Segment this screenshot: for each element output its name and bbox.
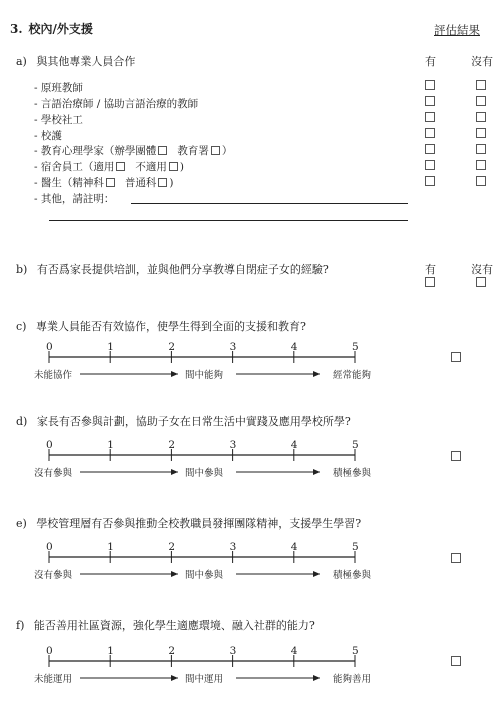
other-specify-line-2[interactable] [49, 220, 408, 221]
f-result-checkbox[interactable] [451, 656, 461, 666]
item-school-nurse: - 校護 [34, 130, 62, 142]
scale-line [0, 349, 500, 409]
item-class-teacher: - 原班教師 [34, 82, 83, 94]
scale-tick-label: 5 [352, 341, 359, 353]
question-a-label: a) [16, 55, 27, 68]
a-psychologist-yes[interactable] [425, 144, 435, 154]
item-speech-therapist: - 言語治療師 / 協助言語治療的教師 [34, 98, 199, 110]
scale-label-right: 積極參與 [333, 468, 372, 479]
a-hostel-no[interactable] [476, 160, 486, 170]
scale-arrow-right-head [313, 675, 320, 681]
question-f-text: 能否善用社區資源，強化學生適應環境、融入社群的能力? [33, 619, 315, 632]
scale-tick-label: 3 [229, 645, 237, 657]
item-educational-psychologist: - 教育心理學家（辦學團體 教育署 ） [34, 145, 233, 157]
question-c-label: c) [16, 320, 27, 333]
question-c [16, 318, 306, 334]
scale-tick-label: 0 [46, 341, 53, 353]
a-social-worker-no[interactable] [476, 112, 486, 122]
scale-tick-label: 5 [352, 645, 359, 657]
col-no-label-b: 沒有 [471, 263, 493, 276]
question-d-text: 家長有否參與計劃，協助子女在日常生活中實踐及應用學校所學? [36, 415, 351, 428]
scale-tick-label: 4 [290, 645, 298, 657]
scale-label-left: 沒有參與 [34, 570, 73, 581]
scale-label-mid: 間中參與 [185, 468, 224, 479]
a-class-teacher-no[interactable] [476, 80, 486, 90]
section-number: 3. [10, 22, 23, 36]
scale-label-right: 能夠善用 [333, 674, 372, 685]
a-doctor-no[interactable] [476, 176, 486, 186]
a-nurse-yes[interactable] [425, 128, 435, 138]
scale-tick-label: 4 [290, 541, 298, 553]
question-b [16, 261, 329, 277]
question-e-label: e) [16, 517, 27, 530]
scale-label-left: 未能協作 [34, 370, 73, 381]
scale-tick-label: 3 [229, 439, 237, 451]
scale-label-right: 經常能夠 [333, 370, 372, 381]
scale-label-right: 積極參與 [333, 570, 372, 581]
scale-tick-label: 2 [168, 541, 176, 553]
scale-tick-label: 1 [107, 645, 114, 657]
e-result-checkbox[interactable] [451, 553, 461, 563]
a-social-worker-yes[interactable] [425, 112, 435, 122]
other-specify-line[interactable] [131, 203, 408, 204]
scale-tick-label: 3 [229, 341, 237, 353]
scale-tick-label: 2 [168, 439, 176, 451]
scale-tick-label: 2 [168, 341, 176, 353]
scale-tick-label: 5 [352, 439, 359, 451]
question-b-text: 有否爲家長提供培訓，並與他們分享教導自閉症子女的經驗? [36, 263, 329, 276]
a-doctor-yes[interactable] [425, 176, 435, 186]
question-a-text: 與其他專業人員合作 [36, 55, 136, 68]
a-speech-therapist-no[interactable] [476, 96, 486, 106]
item-hostel-staff: - 宿舍員工（適用 不適用 ) [34, 161, 184, 173]
scale-arrow-left-head [171, 469, 178, 475]
item-other: - 其他，請註明： [34, 193, 115, 205]
scale-tick-label: 0 [46, 439, 53, 451]
a-hostel-yes[interactable] [425, 160, 435, 170]
question-b-label: b) [16, 263, 28, 276]
question-d [16, 413, 351, 429]
b-no-checkbox[interactable] [476, 277, 486, 287]
a-nurse-no[interactable] [476, 128, 486, 138]
evaluation-header: 評估結果 [434, 23, 480, 37]
scale-line [0, 549, 500, 609]
scale-tick-label: 4 [290, 439, 298, 451]
col-yes-label: 有 [425, 55, 436, 68]
scale-arrow-right-head [313, 571, 320, 577]
scale-label-mid: 間中能夠 [185, 370, 224, 381]
a-psychologist-no[interactable] [476, 144, 486, 154]
scale-line [0, 653, 500, 713]
b-yes-checkbox[interactable] [425, 277, 435, 287]
scale-arrow-left-head [171, 371, 178, 377]
checkbox-sponsoring-body[interactable] [158, 146, 167, 155]
scale-tick-label: 5 [352, 541, 359, 553]
scale-tick-label: 2 [168, 645, 176, 657]
question-e-text: 學校管理層有否參與推動全校教職員發揮團隊精神，支援學生學習? [36, 517, 362, 530]
a-class-teacher-yes[interactable] [425, 80, 435, 90]
scale-tick-label: 1 [107, 541, 114, 553]
scale-tick-label: 3 [229, 541, 237, 553]
question-f-label: f) [16, 619, 25, 632]
a-speech-therapist-yes[interactable] [425, 96, 435, 106]
question-f [16, 617, 315, 633]
checkbox-doctor-psychiatry[interactable] [106, 178, 115, 187]
scale-tick-label: 4 [290, 341, 298, 353]
scale-arrow-right-head [313, 469, 320, 475]
checkbox-education-dept[interactable] [211, 146, 220, 155]
item-school-social-worker: - 學校社工 [34, 114, 83, 126]
col-yes-label-b: 有 [425, 263, 436, 276]
scale-arrow-right-head [313, 371, 320, 377]
question-a [16, 53, 135, 69]
scale-label-left: 沒有參與 [34, 468, 73, 479]
question-d-label: d) [16, 415, 28, 428]
section-title-text: 校內/外支援 [28, 22, 93, 36]
col-no-label: 沒有 [471, 55, 493, 68]
scale-tick-label: 1 [107, 439, 114, 451]
scale-tick-label: 0 [46, 645, 53, 657]
d-result-checkbox[interactable] [451, 451, 461, 461]
question-c-text: 專業人員能否有效協作，使學生得到全面的支援和教育? [35, 320, 306, 333]
scale-label-left: 未能運用 [34, 674, 73, 685]
checkbox-doctor-general[interactable] [158, 178, 167, 187]
scale-arrow-left-head [171, 675, 178, 681]
scale-label-mid: 間中運用 [185, 674, 224, 685]
checkbox-hostel-not-applicable[interactable] [169, 162, 178, 171]
question-e [16, 515, 361, 531]
scale-tick-label: 1 [107, 341, 114, 353]
item-doctor: - 醫生（精神科 普通科 ) [34, 177, 174, 189]
scale-arrow-left-head [171, 571, 178, 577]
scale-label-mid: 間中參與 [185, 570, 224, 581]
scale-line [0, 447, 500, 507]
c-result-checkbox[interactable] [451, 352, 461, 362]
section-title [10, 20, 93, 37]
checkbox-hostel-applicable[interactable] [116, 162, 125, 171]
scale-tick-label: 0 [46, 541, 53, 553]
